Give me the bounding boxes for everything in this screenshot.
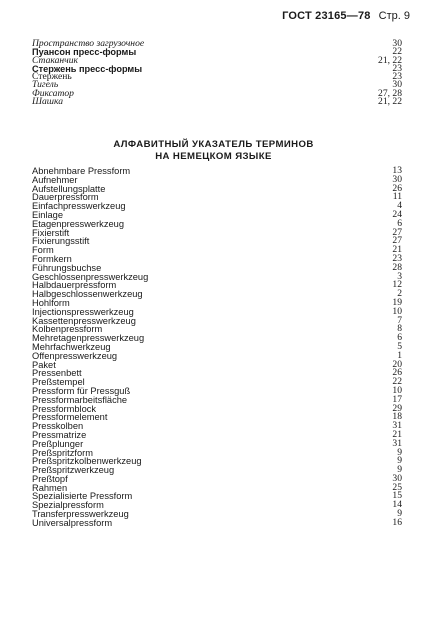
index-term: Kassettenpresswerkzeug	[32, 315, 136, 326]
term-reference-number: 31	[392, 420, 402, 432]
standard-number: ГОСТ 23165—78	[282, 10, 371, 22]
term-reference-number: 10	[392, 384, 402, 396]
index-term: Offenpresswerkzeug	[32, 350, 118, 361]
german-term-row	[32, 217, 402, 229]
german-term-row	[32, 428, 402, 440]
index-term: Kolbenpressform	[32, 324, 103, 335]
russian-terms-list	[32, 40, 402, 106]
german-term-row	[32, 369, 402, 378]
term-reference-number: 26	[392, 182, 402, 194]
index-term: Injectionspresswerkzeug	[32, 306, 134, 317]
index-term: Pressenbett	[32, 368, 82, 379]
index-term: Hohlform	[32, 297, 70, 308]
russian-term-row	[32, 62, 402, 74]
term-reference-number: 26	[392, 367, 402, 379]
index-term: Dauerpressform	[32, 192, 99, 203]
index-term: Стержень	[32, 71, 72, 83]
index-term: Mehretagenpresswerkzeug	[32, 333, 145, 344]
german-term-row	[32, 472, 402, 484]
index-term: Pressmatrize	[32, 429, 87, 440]
term-reference-number: 14	[392, 499, 402, 511]
term-reference-number: 9	[397, 446, 402, 458]
term-reference-number: 22	[392, 376, 402, 388]
index-term: Spezialisierte Pressform	[32, 491, 133, 502]
term-reference-number: 29	[392, 402, 402, 414]
term-reference-number: 3	[397, 270, 402, 282]
german-term-row	[32, 167, 402, 176]
term-reference-number: 30	[392, 79, 402, 91]
index-term: Presskolben	[32, 421, 84, 432]
german-term-row	[32, 237, 402, 246]
index-term: Preßstempel	[32, 377, 85, 388]
term-reference-number: 27	[392, 235, 402, 247]
index-term: Preßplunger	[32, 438, 84, 449]
term-reference-number: 22	[392, 46, 402, 58]
german-term-row	[32, 413, 402, 422]
term-reference-number: 28	[392, 261, 402, 273]
term-reference-number: 23	[392, 252, 402, 264]
term-reference-number: 9	[397, 508, 402, 520]
term-reference-number: 30	[392, 173, 402, 185]
index-term: Тигель	[32, 79, 59, 91]
term-reference-number: 12	[392, 279, 402, 291]
term-reference-number: 24	[392, 208, 402, 220]
index-term: Halbgeschlossenwerkzeug	[32, 289, 143, 300]
index-term: Стержень пресс-формы	[32, 63, 143, 74]
term-reference-number: 21	[392, 428, 402, 440]
term-reference-number: 30	[392, 38, 402, 49]
german-term-row	[32, 246, 402, 255]
term-reference-number: 9	[397, 464, 402, 476]
index-term: Abnehmbare Pressform	[32, 166, 131, 176]
german-term-row	[32, 290, 402, 299]
index-term: Fixierstift	[32, 227, 70, 238]
term-reference-number: 18	[392, 411, 402, 423]
index-term: Aufstellungsplatte	[32, 183, 106, 194]
term-reference-number: 31	[392, 437, 402, 449]
russian-term-row	[32, 73, 402, 81]
german-term-row	[32, 466, 402, 475]
index-term: Etagenpresswerkzeug	[32, 218, 124, 229]
term-reference-number: 27, 28	[378, 87, 402, 99]
term-reference-number: 30	[392, 472, 402, 484]
german-term-row	[32, 202, 402, 211]
index-term: Pressformarbeitsfläche	[32, 394, 128, 405]
russian-term-row	[32, 81, 402, 89]
page-header	[282, 10, 410, 22]
term-reference-number: 16	[392, 516, 402, 528]
german-term-row	[32, 516, 402, 528]
term-reference-number: 20	[392, 358, 402, 370]
index-term: Preßspritzform	[32, 447, 93, 458]
term-reference-number: 7	[397, 314, 402, 326]
index-term: Pressform für Pressguß	[32, 385, 131, 396]
russian-term-row	[32, 48, 402, 56]
index-term: Pressformelement	[32, 412, 108, 423]
term-reference-number: 5	[397, 340, 402, 352]
index-subtitle: НА НЕМЕЦКОМ ЯЗЫКЕ	[155, 151, 272, 162]
german-term-row	[32, 358, 402, 370]
index-term: Universalpressform	[32, 517, 113, 528]
index-term: Halbdauerpressform	[32, 280, 117, 291]
german-term-row	[32, 349, 402, 361]
index-term: Preßspritzkolbenwerkzeug	[32, 456, 142, 467]
index-title: АЛФАВИТНЫЙ УКАЗАТЕЛЬ ТЕРМИНОВ	[113, 139, 314, 150]
page-number: Стр. 9	[378, 10, 410, 22]
index-term: Pressformblock	[32, 403, 97, 414]
index-term: Mehrfachwerkzeug	[32, 341, 111, 352]
term-reference-number: 10	[392, 305, 402, 317]
term-reference-number: 21, 22	[378, 54, 402, 66]
index-term: Пуансон пресс-формы	[32, 47, 137, 58]
index-term: Form	[32, 245, 54, 256]
index-term: Стаканчик	[32, 54, 79, 66]
index-term: Фиксатор	[32, 87, 74, 99]
term-reference-number: 9	[397, 455, 402, 467]
index-term: Spezialpressform	[32, 500, 104, 511]
index-term: Fixierungsstift	[32, 236, 90, 247]
term-reference-number: 4	[397, 200, 402, 212]
german-term-row	[32, 422, 402, 431]
term-reference-number: 6	[397, 332, 402, 344]
index-term: Führungsbuchse	[32, 262, 102, 273]
index-term: Paket	[32, 359, 56, 370]
index-term: Aufnehmer	[32, 174, 78, 185]
term-reference-number: 21, 22	[378, 96, 402, 108]
term-reference-number: 2	[397, 288, 402, 300]
index-term: Transferpresswerkzeug	[32, 509, 129, 520]
term-reference-number: 11	[392, 191, 402, 203]
term-reference-number: 13	[392, 165, 402, 176]
term-reference-number: 15	[392, 490, 402, 502]
index-term: Einfachpresswerkzeug	[32, 201, 126, 212]
russian-term-row	[32, 87, 402, 99]
index-term: Шашка	[32, 96, 64, 108]
term-reference-number: 8	[397, 323, 402, 335]
index-term: Preßtopf	[32, 473, 68, 484]
index-term: Пространство загрузочное	[32, 38, 145, 49]
term-reference-number: 19	[392, 296, 402, 308]
index-term: Preßspritzwerkzeug	[32, 465, 115, 476]
term-reference-number: 1	[397, 349, 402, 361]
term-reference-number: 27	[392, 226, 402, 238]
index-term: Geschlossenpresswerkzeug	[32, 271, 149, 282]
term-reference-number: 23	[392, 71, 402, 83]
term-reference-number: 25	[392, 481, 402, 493]
index-term: Einlage	[32, 209, 64, 220]
russian-term-row	[32, 98, 402, 106]
term-reference-number: 23	[392, 62, 402, 74]
term-reference-number: 6	[397, 217, 402, 229]
term-reference-number: 17	[392, 393, 402, 405]
index-term: Formkern	[32, 253, 72, 264]
term-reference-number: 21	[392, 244, 402, 256]
index-term: Rahmen	[32, 482, 68, 493]
german-terms-list	[32, 167, 402, 528]
